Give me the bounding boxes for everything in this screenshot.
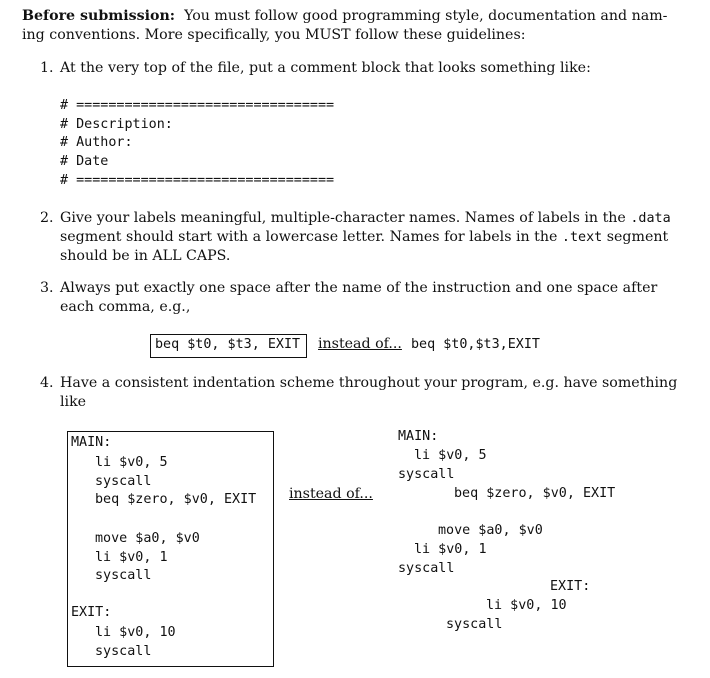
bad-code-line: syscall bbox=[398, 561, 455, 576]
item-2-line-2 bbox=[60, 229, 668, 245]
bad-code-line: syscall bbox=[398, 467, 455, 482]
item-2-text-2b: segment bbox=[602, 229, 669, 245]
bad-code-line: li $v0, 5 bbox=[414, 448, 487, 463]
intro-text-1: You must follow good programming style, documentation and nam- bbox=[184, 8, 668, 24]
exit-label: EXIT: bbox=[71, 605, 112, 620]
code-data-keyword: .data bbox=[630, 211, 671, 226]
item-4-line-2: like bbox=[60, 394, 87, 410]
good-code-block-1 bbox=[95, 454, 256, 510]
item-2-text-1a: Give your labels meaningful, multiple-character names. Names of labels in the bbox=[60, 210, 631, 226]
bad-code-line: li $v0, 1 bbox=[414, 542, 487, 557]
good-example-code: beq $t0, $t3, EXIT bbox=[155, 337, 301, 352]
code-line: li $v0, 1 bbox=[95, 549, 168, 565]
bad-code-line: move $a0, $v0 bbox=[438, 523, 543, 538]
comment-line: # Description: bbox=[60, 116, 173, 132]
bad-code-line: li $v0, 10 bbox=[486, 598, 567, 613]
code-line: li $v0, 10 bbox=[95, 625, 176, 640]
bad-code-line: beq $zero, $v0, EXIT bbox=[454, 486, 616, 501]
bad-code-line: EXIT: bbox=[550, 579, 591, 594]
code-line: syscall bbox=[95, 473, 152, 489]
intro-bold-heading: Before submission: bbox=[22, 8, 176, 24]
code-line: syscall bbox=[95, 568, 152, 584]
comment-line: # ================================ bbox=[60, 98, 335, 113]
intro-line-1 bbox=[22, 8, 667, 24]
instead-of-label: instead of... bbox=[318, 336, 402, 352]
code-line: li $v0, 5 bbox=[95, 455, 168, 470]
bad-code-line: MAIN: bbox=[398, 429, 439, 444]
comment-block bbox=[60, 97, 334, 191]
good-code-block-3 bbox=[95, 624, 176, 661]
item-3-line-1: Always put exactly one space after the name of the instruction and one space after bbox=[60, 280, 658, 296]
intro-line-2: ing conventions. More specifically, you MUST follow these guidelines: bbox=[22, 27, 526, 43]
good-code-block-2 bbox=[95, 530, 200, 586]
item-1-number: 1. bbox=[40, 60, 54, 76]
comment-line: # Author: bbox=[60, 135, 133, 151]
item-2-line-3: should be in ALL CAPS. bbox=[60, 248, 231, 264]
comment-line: # ================================ bbox=[60, 172, 335, 188]
item-2-text-2a: segment should start with a lowercase letter. Names for labels in the bbox=[60, 229, 562, 245]
bad-code-line: syscall bbox=[446, 617, 503, 632]
code-line: beq $zero, $v0, EXIT bbox=[95, 492, 257, 508]
code-text-keyword: .text bbox=[561, 230, 603, 245]
comment-line: # Date bbox=[60, 154, 109, 170]
instead-of-label-2: instead of... bbox=[289, 486, 373, 502]
item-2-number: 2. bbox=[40, 210, 54, 226]
item-2-line-1 bbox=[60, 210, 671, 226]
item-4-line-1: Have a consistent indentation scheme throughout your program, e.g. have something bbox=[60, 375, 678, 391]
item-3-line-2: each comma, e.g., bbox=[60, 299, 191, 315]
item-4-number: 4. bbox=[40, 375, 54, 391]
item-1-text: At the very top of the file, put a comment block that looks something like: bbox=[60, 60, 591, 76]
bad-example-code: beq $t0,$t3,EXIT bbox=[411, 337, 540, 352]
main-label: MAIN: bbox=[71, 435, 112, 450]
code-line: move $a0, $v0 bbox=[95, 531, 200, 546]
item-3-number: 3. bbox=[40, 280, 54, 296]
code-line: syscall bbox=[95, 643, 152, 659]
